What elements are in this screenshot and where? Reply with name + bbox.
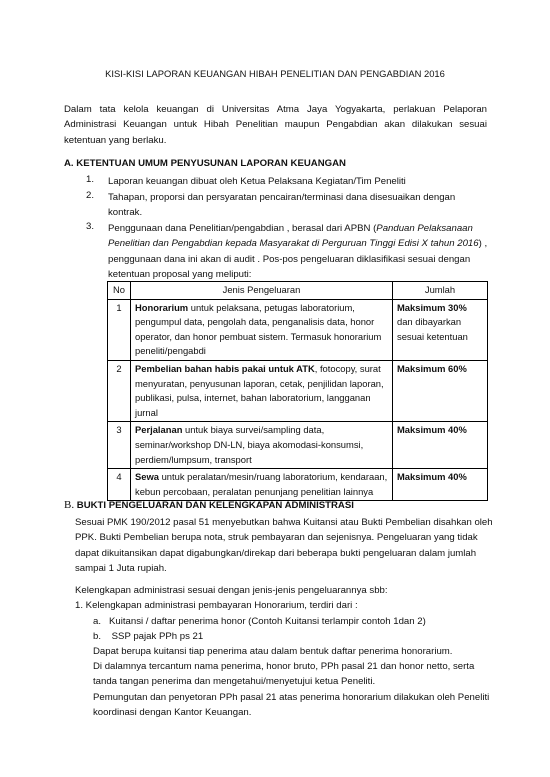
section-b-heading: [64, 499, 354, 511]
row-description: [131, 360, 393, 421]
row-item-detail: untuk biaya survei/sampling data, seminar/workshop DN-LN, biaya akomodasi-konsumsi, perdiem/lumpsum, transport: [135, 424, 364, 465]
row-item-name: Honorarium: [135, 301, 189, 313]
row-item-detail: , fotocopy, surat menyuratan, penyusunan laporan, cetak, penjilidan laporan, publikasi, pulsa, internet, bahan laboratorium, langganan jurnal: [135, 362, 384, 418]
row-max: Maksimum 60%: [397, 362, 467, 374]
section-b-paragraph: Sesuai PMK 190/2012 pasal 51 menyebutkan bahwa Kuitansi atau Bukti Pembelian disahkan oleh PPK. Bukti Pembelian berupa nota, struk pembayaran dan sejenisnya. Pengeluaran yang tidak dapat dikuitansikan dapat digabungkan/direkap dari beberapa bukti pengeluaran dalam jumlah sampai 1 Juta rupiah.: [75, 517, 493, 575]
sub-list-item: a. Kuitansi / daftar penerima honor (Contoh Kuitansi terlampir contoh 1dan 2): [93, 616, 426, 627]
row-item-detail: untuk peralatan/mesin/ruang laboratorium, kendaraan, kebun percobaan, peralatan penunjang penelitian lainnya: [135, 471, 388, 497]
row-number: 1: [108, 299, 131, 360]
row-item-name: Perjalanan: [135, 424, 183, 436]
list-number: 2.: [86, 190, 95, 201]
row-max: Maksimum 40%: [397, 424, 467, 436]
intro-paragraph: Dalam tata kelola keuangan di Universitas Atma Jaya Yogyakarta, perlakuan Pelaporan Administrasi Keuangan untuk Hibah Penelitian maupun Pengabdian akan dilakukan sesuai ketentuan yang berlaku.: [64, 104, 487, 146]
detail-line: Pemungutan dan penyetoran PPh pasal 21 atas penerima honorarium dilakukan oleh Peneliti koordinasi dengan Kantor Keuangan.: [93, 692, 490, 719]
header-jumlah: Jumlah: [393, 282, 488, 300]
list-number: 3.: [86, 221, 95, 232]
row-max: Maksimum 40%: [397, 471, 467, 483]
guideline-title: Panduan Pelaksanaan Penelitian dan Pengabdian kepada Masyarakat di Perguruan Tinggi Edisi X tahun 2016: [108, 223, 479, 250]
list-text-start: Penggunaan dana Penelitian/pengabdian , berasal dari APBN (: [108, 223, 377, 234]
row-item-name: Pembelian bahan habis pakai untuk ATK: [135, 362, 315, 374]
list-text: Laporan keuangan dibuat oleh Ketua Pelaksana Kegiatan/Tim Peneliti: [108, 176, 406, 187]
list-number: 1.: [86, 174, 95, 185]
section-a-heading: A. KETENTUAN UMUM PENYUSUNAN LAPORAN KEUANGAN: [64, 158, 346, 169]
row-number: 4: [108, 469, 131, 501]
row-amount: [393, 422, 488, 469]
row-number: 3: [108, 422, 131, 469]
table-header-row: [108, 282, 488, 300]
list-text: [108, 221, 488, 283]
row-number: 2: [108, 360, 131, 421]
row-description: [131, 469, 393, 501]
row-amount: [393, 299, 488, 360]
row-item-name: Sewa: [135, 471, 159, 483]
table-row: [108, 360, 488, 421]
expense-table: [107, 281, 488, 501]
sub-list-item: b. SSP pajak PPh ps 21: [93, 631, 204, 642]
section-b-title: BUKTI PENGELUARAN DAN KELENGKAPAN ADMINISTRASI: [74, 500, 354, 511]
row-max: Maksimum 30%: [397, 301, 467, 313]
list-text-end: ) , penggunaan dana ini akan di audit . Pos-pos pengeluaran diklasifikasi sesuai dengan ketentuan proposal yang meliputi:: [108, 238, 488, 281]
detail-line: Di dalamnya tercantum nama penerima, honor bruto, PPh pasal 21 dan honor netto, serta tanda tangan penerima dan mengetahui/menyetujui ketua Peneliti.: [93, 661, 475, 688]
section-b-letter: B.: [64, 499, 75, 511]
row-item-detail: untuk pelaksana, petugas laboratorium, pengumpul data, pengolah data, penganalisis data, honor operator, dan honor pembuat sistem. Termasuk honorarium peneliti/pengabdi: [135, 301, 382, 357]
document-title: KISI-KISI LAPORAN KEUANGAN HIBAH PENELITIAN DAN PENGABDIAN 2016: [105, 68, 445, 79]
list-item: 1. Kelengkapan administrasi pembayaran Honorarium, terdiri dari :: [75, 600, 358, 611]
row-description: [131, 299, 393, 360]
table-row: [108, 469, 488, 501]
header-jenis: Jenis Pengeluaran: [131, 282, 393, 300]
row-amount: [393, 360, 488, 421]
row-max-note: dan dibayarkan sesuai ketentuan: [397, 316, 468, 342]
section-b-intro-line: Kelengkapan administrasi sesuai dengan jenis-jenis pengeluarannya sbb:: [75, 585, 388, 596]
row-amount: [393, 469, 488, 501]
table-row: [108, 299, 488, 360]
row-description: [131, 422, 393, 469]
table-row: [108, 422, 488, 469]
detail-line: Dapat berupa kuitansi tiap penerima atau dalam bentuk daftar penerima honorarium.: [93, 646, 453, 657]
list-text: Tahapan, proporsi dan persyaratan pencairan/terminasi dana disesuaikan dengan kontrak.: [108, 192, 456, 219]
header-no: No: [108, 282, 131, 300]
